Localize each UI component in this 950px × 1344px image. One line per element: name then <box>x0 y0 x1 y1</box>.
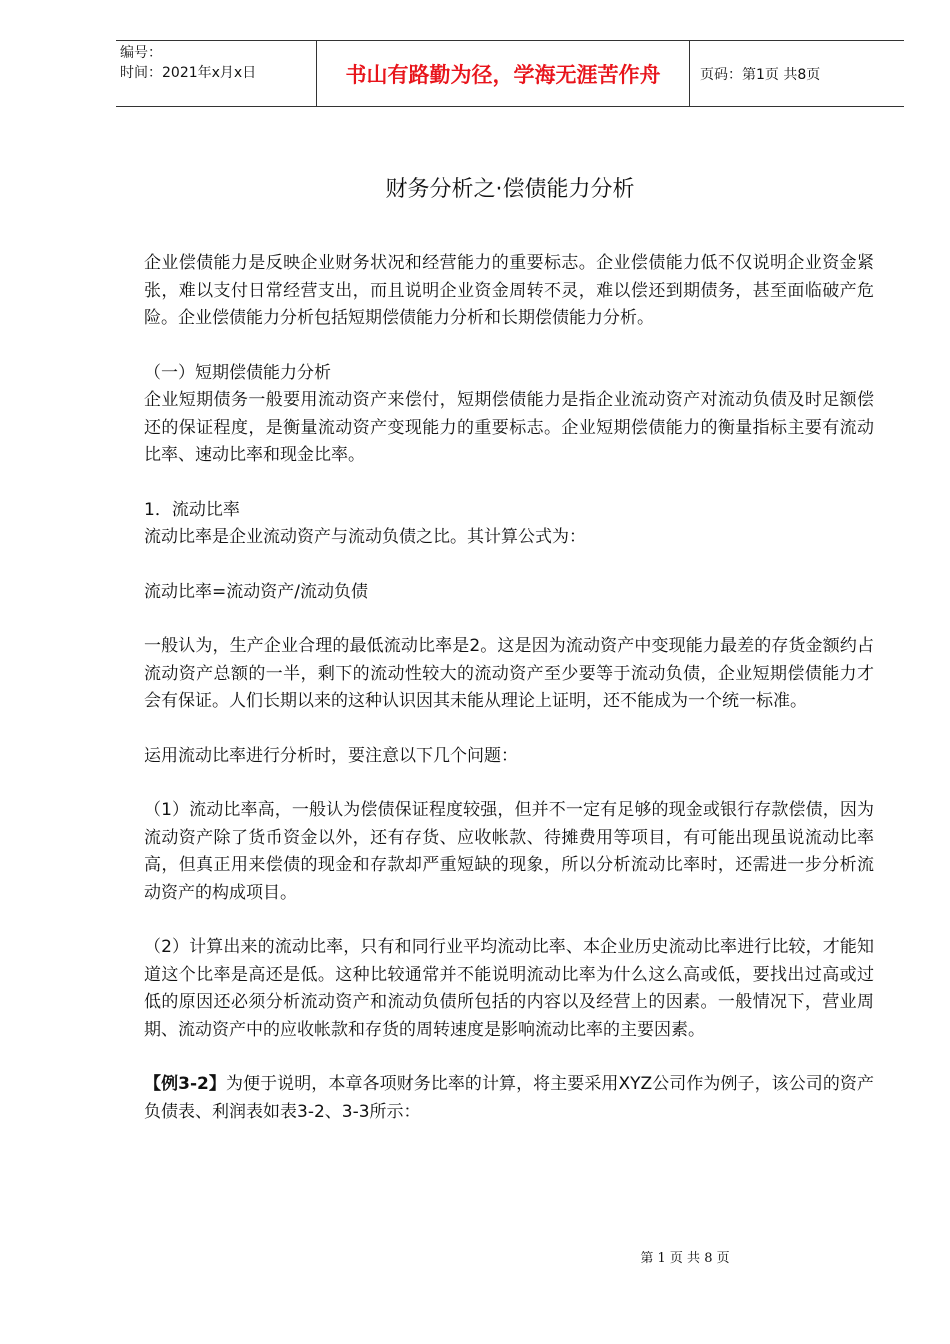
analysis-notes-intro: 运用流动比率进行分析时，要注意以下几个问题： <box>144 745 518 766</box>
header-meta-cell <box>116 41 316 106</box>
current-ratio-formula: 流动比率=流动资产/流动负债 <box>144 581 368 602</box>
page-footer: 第 1 页 共 8 页 <box>640 1251 730 1266</box>
short-term-paragraph: 企业短期债务一般要用流动资产来偿付，短期偿债能力是指企业流动资产对流动负债及时足额偿还的保证程度，是衡量流动资产变现能力的重要标志。企业短期偿债能力的衡量指标主要有流动比率、速动比率和现金比率。 <box>144 390 874 465</box>
example-paragraph <box>144 1071 874 1126</box>
example-text: 为便于说明，本章各项财务比率的计算，将主要采用XYZ公司作为例子，该公司的资产负债表、利润表如表3-2、3-3所示： <box>144 1074 874 1122</box>
subsection-heading-current-ratio: 1．流动比率 <box>144 499 240 520</box>
header-table <box>116 40 904 107</box>
analysis-note-1: （1）流动比率高，一般认为偿债保证程度较强，但并不一定有足够的现金或银行存款偿债，因为流动资产除了货币资金以外，还有存货、应收帐款、待摊费用等项目，有可能出现虽说流动比率高，但真正用来偿债的现金和存款却严重短缺的现象，所以分析流动比率时，还需进一步分析流动资产的构成项目。 <box>144 800 874 903</box>
document-body <box>144 250 874 1126</box>
current-ratio-definition: 流动比率是企业流动资产与流动负债之比。其计算公式为： <box>144 527 586 547</box>
example-label: 【例3-2】 <box>144 1074 226 1094</box>
intro-paragraph: 企业偿债能力是反映企业财务状况和经营能力的重要标志。企业偿债能力低不仅说明企业资金紧张，难以支付日常经营支出，而且说明企业资金周转不灵，难以偿还到期债务，甚至面临破产危险。企业偿债能力分析包括短期偿债能力分析和长期偿债能力分析。 <box>144 253 874 328</box>
document-date-label: 时间：2021年x月x日 <box>120 65 257 81</box>
analysis-note-2: （2）计算出来的流动比率，只有和同行业平均流动比率、本企业历史流动比率进行比较，才能知道这个比率是高还是低。这种比较通常并不能说明流动比率为什么这么高或低，要找出过高或过低的原因还必须分析流动资产和流动负债所包括的内容以及经营上的因素。一般情况下，营业周期、流动资产中的应收帐款和存货的周转速度是影响流动比率的主要因素。 <box>144 937 874 1040</box>
header-page-number: 页码：第1页 共8页 <box>700 66 821 83</box>
document-title: 财务分析之·偿债能力分析 <box>385 177 635 202</box>
section-heading-short-term: （一）短期偿债能力分析 <box>144 362 331 383</box>
current-ratio-explanation: 一般认为，生产企业合理的最低流动比率是2。这是因为流动资产中变现能力最差的存货金额约占流动资产总额的一半，剩下的流动性较大的流动资产至少要等于流动负债，企业短期偿债能力才会有保证。人们长期以来的这种认识因其未能从理论上证明，还不能成为一个统一标准。 <box>144 636 874 711</box>
document-id-label: 编号： <box>120 45 162 61</box>
header-motto: 书山有路勤为径，学海无涯苦作舟 <box>316 41 690 106</box>
